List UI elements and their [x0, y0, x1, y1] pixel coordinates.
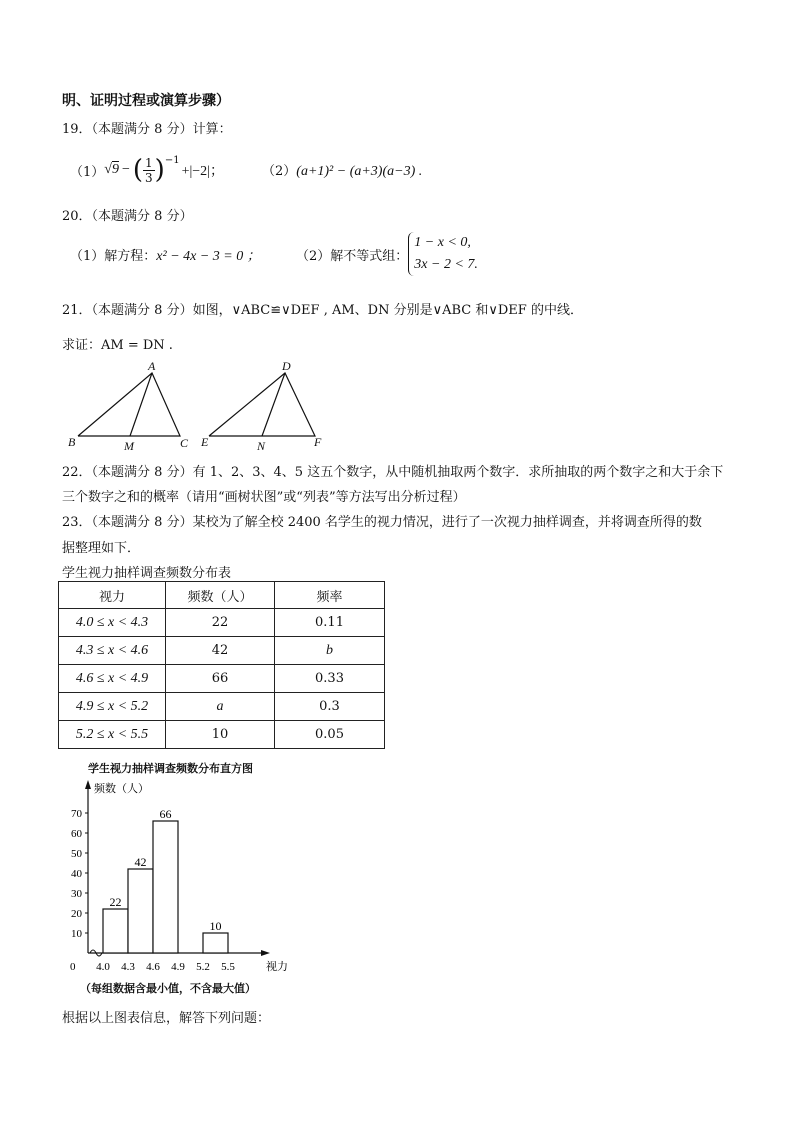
table-cell: 0.11: [275, 609, 385, 637]
table-cell: 10: [166, 721, 275, 749]
table-header-row: [59, 582, 385, 609]
x-tick-label: 4.6: [146, 961, 160, 973]
q19-p1-tail: +|−2|；: [181, 164, 224, 179]
section-heading: 明、证明过程或演算步骤）: [62, 93, 230, 109]
q19-frac-den: 3: [145, 170, 153, 185]
y-tick-label: 30: [71, 888, 82, 900]
table-cell: a: [166, 693, 275, 721]
label-a: A: [148, 359, 156, 373]
label-e: E: [201, 435, 209, 449]
q19-p2-expr: (a+1)² − (a+3)(a−3) .: [296, 164, 423, 179]
q22-line1: 22．（本题满分 8 分）有 1、2、3、4、5 这五个数字，从中随机抽取两个数字．求所抽取的两个数字之和大于余下: [62, 465, 724, 480]
y-tick-label: 60: [71, 828, 82, 840]
table-header: 频数（人）: [166, 582, 275, 609]
bar: [128, 869, 153, 953]
y-axis-label: 频数（人）: [94, 782, 149, 795]
x-axis-arrow: [261, 950, 270, 956]
table-cell: 4.3 ≤ x < 4.6: [59, 637, 166, 665]
table-cell: 22: [166, 609, 275, 637]
bar-value-label: 22: [109, 895, 122, 909]
q21-proof: 求证：AM = DN .: [62, 338, 173, 353]
table-cell: 4.6 ≤ x < 4.9: [59, 665, 166, 693]
table-row: [59, 693, 385, 721]
table-cell: 66: [166, 665, 275, 693]
q20-p2-label: （2）解不等式组：: [296, 248, 409, 264]
x-tick-label: 4.3: [121, 961, 135, 973]
table-cell: 42: [166, 637, 275, 665]
q19-p1-label: （1）: [70, 164, 105, 180]
chart-note: （每组数据含最小值，不含最大值）: [80, 982, 256, 995]
x-axis-label: 视力: [266, 960, 288, 973]
table-header: 视力: [59, 582, 166, 609]
table-row: [59, 609, 385, 637]
bar: [103, 909, 128, 953]
q19-sqrt-value: 9: [111, 162, 119, 177]
y-tick-label: 70: [71, 808, 82, 820]
label-b: B: [68, 435, 76, 449]
y-tick-label: 10: [71, 928, 82, 940]
q20-part1: [70, 245, 261, 265]
label-f: F: [314, 435, 322, 449]
label-n: N: [257, 439, 266, 453]
inequality-system: [408, 232, 478, 276]
y-tick-label: 40: [71, 868, 82, 880]
origin-label: 0: [70, 961, 76, 973]
q20-title: 20．（本题满分 8 分）: [62, 209, 193, 224]
ineq-line1: 1 − x < 0,: [414, 235, 471, 250]
label-d: D: [282, 359, 291, 373]
x-tick-label: 4.9: [171, 961, 185, 973]
table-row: [59, 665, 385, 693]
bar: [153, 821, 178, 953]
q20-p1-eq: x² − 4x − 3 = 0 ；: [156, 249, 261, 264]
y-axis-arrow: [85, 780, 91, 789]
table-cell: 0.05: [275, 721, 385, 749]
q23-line2: 据整理如下．: [62, 541, 141, 556]
bar-value-label: 42: [134, 855, 147, 869]
q20-p1-label: （1）解方程：: [70, 249, 157, 264]
bar: [203, 933, 228, 953]
q22-line2: 三个数字之和的概率（请用“画树状图”或“列表”等方法写出分析过程）: [62, 490, 466, 505]
frequency-table: [58, 581, 385, 749]
table-row: [59, 637, 385, 665]
closing-text: 根据以上图表信息，解答下列问题：: [62, 1011, 271, 1026]
q19-part1: （1） √ 9 − ( $\frac{1}{3}$ ) $^{-1}$ +|−2|；: [70, 154, 224, 185]
label-c: C: [180, 436, 189, 450]
q19-exponent: −1: [164, 154, 180, 166]
ineq-line2: 3x − 2 < 7.: [414, 257, 478, 272]
x-tick-label: 5.5: [221, 961, 235, 973]
histogram: [58, 776, 298, 981]
table-cell: 0.3: [275, 693, 385, 721]
table-cell: 4.9 ≤ x < 5.2: [59, 693, 166, 721]
x-tick-label: 5.2: [196, 961, 210, 973]
triangle-figures: [60, 358, 350, 454]
q23-line1: 23．（本题满分 8 分）某校为了解全校 2400 名学生的视力情况，进行了一次视力抽样调查，并将调查所得的数: [62, 515, 702, 530]
q21-title: 21．（本题满分 8 分）如图，∨ABC≌∨DEF , AM、DN 分别是∨ABC 和∨DEF 的中线．: [62, 303, 583, 318]
bar-value-label: 10: [209, 919, 222, 933]
q19-fraction: [143, 156, 155, 185]
y-tick-label: 50: [71, 848, 82, 860]
x-tick-label: 4.0: [96, 961, 110, 973]
table-cell: 0.33: [275, 665, 385, 693]
chart-title: 学生视力抽样调查频数分布直方图: [88, 762, 253, 775]
triangle-def: [209, 373, 315, 436]
label-m: M: [124, 439, 134, 453]
table-cell: 4.0 ≤ x < 4.3: [59, 609, 166, 637]
table-cell: b: [275, 637, 385, 665]
table-row: [59, 721, 385, 749]
y-tick-label: 20: [71, 908, 82, 920]
bar-value-label: 66: [159, 807, 172, 821]
q20-part2: [296, 232, 478, 276]
q19-title: 19．（本题满分 8 分）计算：: [62, 122, 232, 137]
table-cell: 5.2 ≤ x < 5.5: [59, 721, 166, 749]
triangle-abc: [78, 373, 180, 436]
table-header: 频率: [275, 582, 385, 609]
table-caption: 学生视力抽样调查频数分布表: [62, 566, 232, 581]
q19-part2: [262, 160, 422, 180]
q19-p2-label: （2）: [262, 164, 297, 179]
q19-frac-num: 1: [145, 155, 153, 170]
